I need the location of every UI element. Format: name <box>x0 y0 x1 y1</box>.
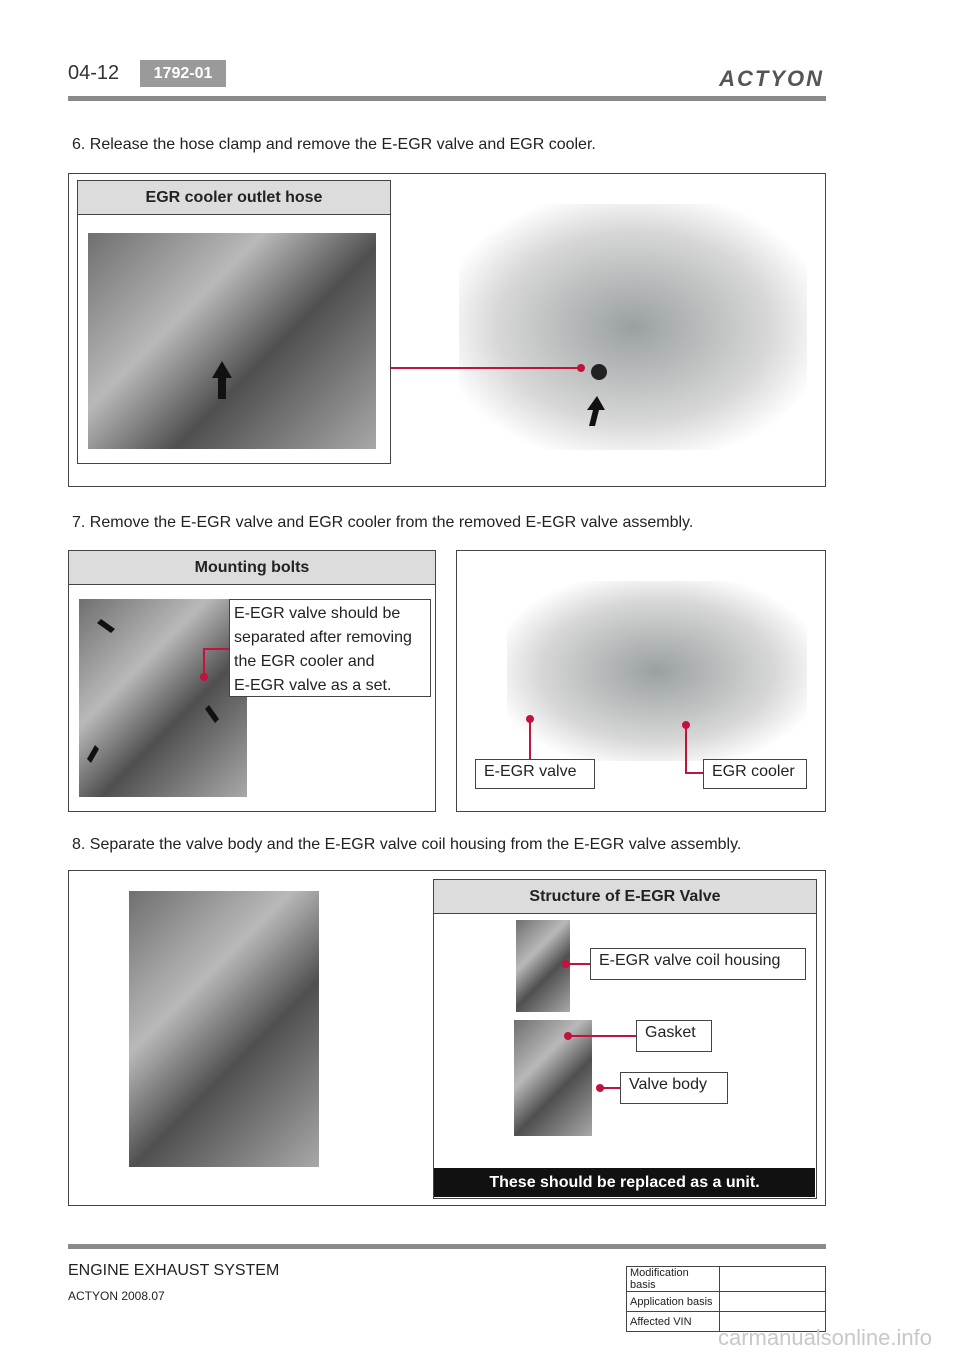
table-row-label: Application basis <box>627 1292 720 1312</box>
note-box <box>229 599 431 697</box>
leader-dot <box>577 364 585 372</box>
leader-dot <box>200 673 208 681</box>
arrow-up-icon <box>88 233 376 449</box>
label-egr-cooler: EGR cooler <box>703 759 807 789</box>
leader-dot <box>564 1032 572 1040</box>
leader-dot <box>526 715 534 723</box>
table-cell <box>720 1292 826 1312</box>
label-coil-housing: E-EGR valve coil housing <box>590 948 806 980</box>
table-row-label: Affected VIN <box>627 1312 720 1332</box>
replace-as-unit-banner: These should be replaced as a unit. <box>434 1168 815 1197</box>
leader-dot <box>596 1084 604 1092</box>
hose-closeup-photo <box>88 233 376 449</box>
page-number: 04-12 <box>68 62 120 84</box>
watermark: carmanualsonline.info <box>717 1325 932 1350</box>
note-line: E-EGR valve as a set. <box>234 677 392 694</box>
leader-line <box>685 772 703 774</box>
leader-line <box>529 719 531 759</box>
label-gasket: Gasket <box>636 1020 712 1052</box>
note-line: E-EGR valve should be <box>234 605 401 622</box>
figure-3-panel <box>68 870 826 1206</box>
section-code-badge: 1792-01 <box>140 60 226 87</box>
table-cell <box>720 1267 826 1292</box>
engine-bay-photo <box>459 204 807 450</box>
figure-3-caption: Structure of E-EGR Valve <box>434 880 816 914</box>
valve-body-photo <box>514 1020 592 1136</box>
note-line: the EGR cooler and <box>234 653 375 670</box>
step-7-text: 7. Remove the E-EGR valve and EGR cooler from the removed E-EGR valve assembly. <box>72 514 694 531</box>
valve-cooler-photo <box>507 581 807 761</box>
figure-1-panel <box>68 173 826 487</box>
modification-table <box>626 1266 826 1332</box>
valve-assembly-photo <box>129 891 319 1167</box>
figure-1-caption: EGR cooler outlet hose <box>78 181 390 215</box>
mounting-bolts-photo <box>79 599 247 797</box>
leader-line <box>685 725 687 773</box>
label-valve-body: Valve body <box>620 1072 728 1104</box>
figure-2-left-panel <box>68 550 436 812</box>
leader-line <box>391 367 581 369</box>
figure-1-inset <box>77 180 391 464</box>
figure-2-right-panel <box>456 550 826 812</box>
leader-line <box>203 648 229 650</box>
step-6-text: 6. Release the hose clamp and remove the E-EGR valve and EGR cooler. <box>72 136 596 153</box>
figure-2-caption: Mounting bolts <box>69 551 435 585</box>
model-date: ACTYON 2008.07 <box>68 1289 165 1303</box>
brand-logo: ACTYON <box>719 66 824 91</box>
note-line: separated after removing <box>234 629 412 646</box>
arrow-icon <box>79 599 247 797</box>
leader-line <box>203 648 205 676</box>
arrow-icon <box>459 204 807 450</box>
figure-3-inset <box>433 879 817 1199</box>
header-rule <box>68 96 826 101</box>
footer-rule <box>68 1244 826 1249</box>
leader-dot <box>562 960 570 968</box>
leader-line <box>568 1035 636 1037</box>
label-e-egr-valve: E-EGR valve <box>475 759 595 789</box>
step-8-text: 8. Separate the valve body and the E-EGR valve coil housing from the E-EGR valve assembly. <box>72 836 742 853</box>
section-title: ENGINE EXHAUST SYSTEM <box>68 1262 280 1279</box>
leader-dot <box>682 721 690 729</box>
table-row-label: Modification basis <box>627 1267 720 1292</box>
